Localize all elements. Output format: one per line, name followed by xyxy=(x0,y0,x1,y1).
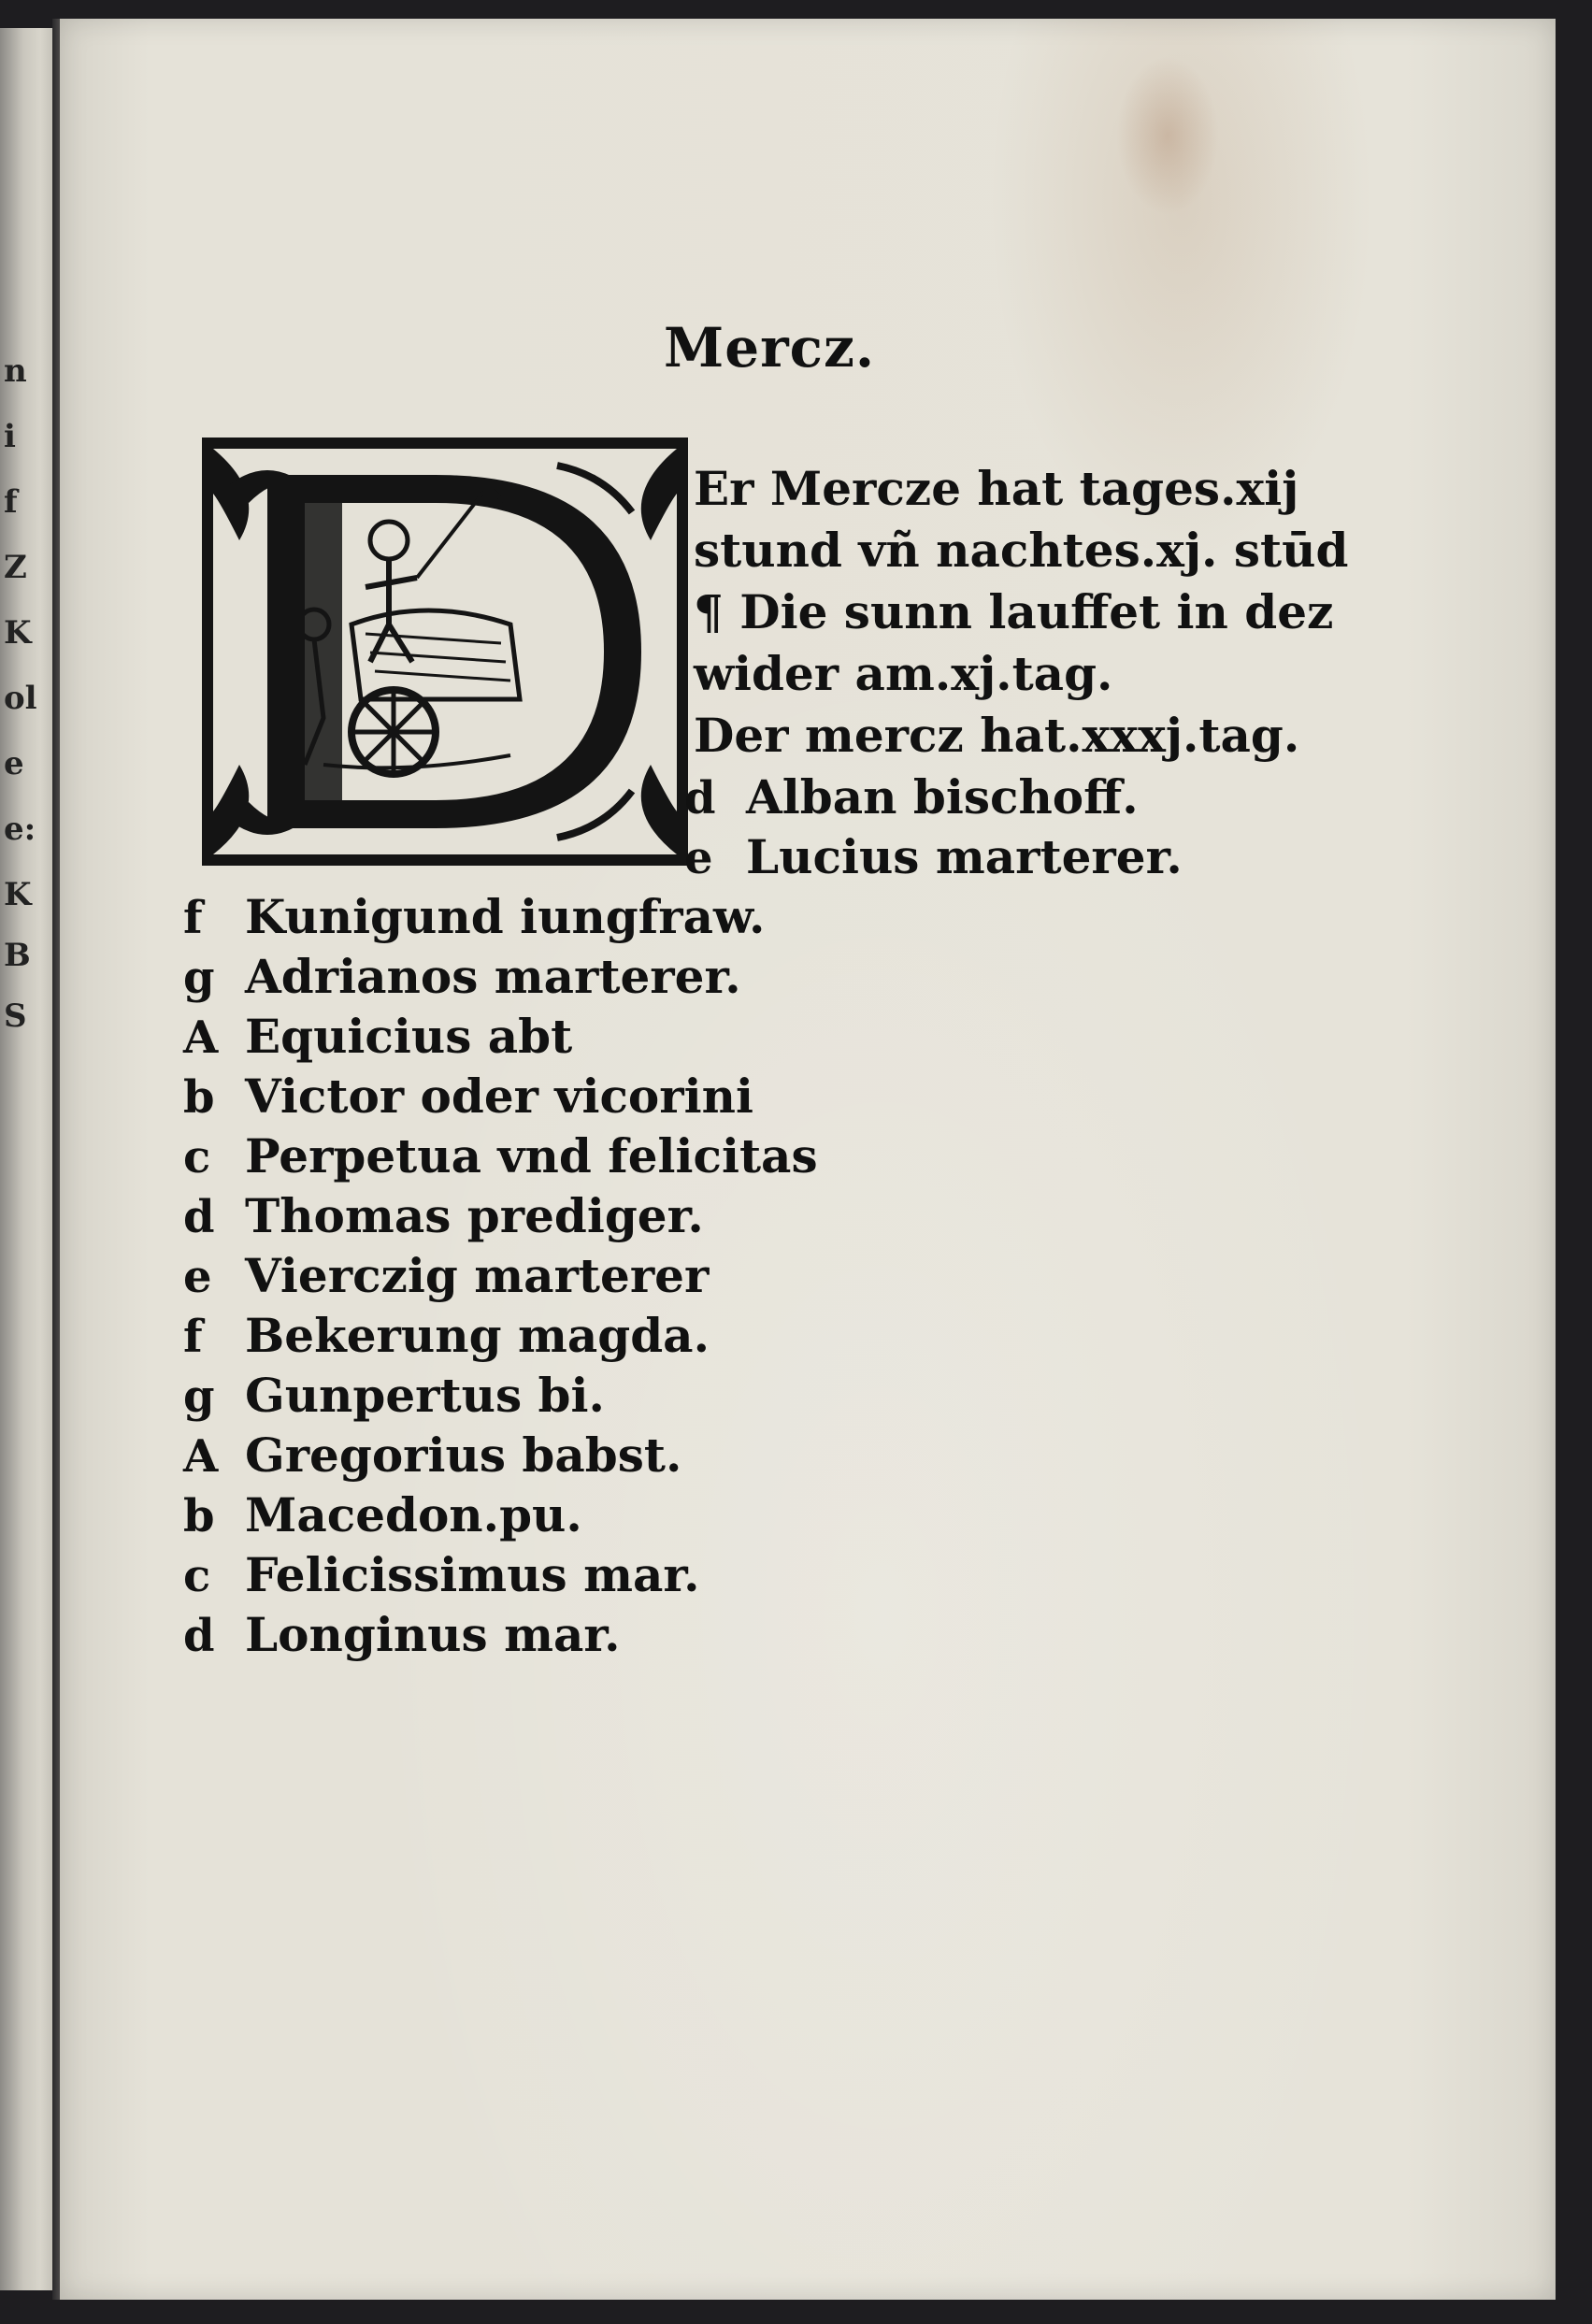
left-leaf-fragment: i xyxy=(4,418,16,455)
dominical-letter: e xyxy=(183,1251,212,1303)
left-leaf-fragment: n xyxy=(4,352,27,390)
woodcut-initial-icon xyxy=(202,438,688,866)
intro-line: wider am.xj.tag. xyxy=(694,646,1113,701)
left-leaf-fragment: Z xyxy=(4,549,27,586)
saint-name: Vierczig marterer xyxy=(245,1248,710,1303)
saint-name: Thomas prediger. xyxy=(245,1188,704,1243)
calendar-entry xyxy=(183,949,741,1011)
calendar-entry xyxy=(183,1009,573,1071)
calendar-entry xyxy=(183,1188,704,1251)
saint-name: Macedon.pu. xyxy=(245,1487,582,1542)
saint-name: Perpetua vnd felicitas xyxy=(245,1128,818,1184)
calendar-entry xyxy=(183,1069,753,1131)
left-leaf-fragment: K xyxy=(4,876,32,913)
dominical-letter: f xyxy=(183,1311,203,1363)
left-leaf-fragment: B xyxy=(4,937,31,974)
dominical-letter: b xyxy=(183,1490,215,1542)
left-leaf-fragment: S xyxy=(4,997,27,1035)
calendar-entry xyxy=(684,829,1183,892)
saint-name: Felicissimus mar. xyxy=(245,1547,700,1602)
dominical-letter: g xyxy=(183,1370,215,1423)
calendar-entry xyxy=(183,1487,582,1550)
saint-name: Gregorius babst. xyxy=(245,1427,682,1483)
dominical-letter: f xyxy=(183,892,203,944)
saint-name: Gunpertus bi. xyxy=(245,1368,605,1423)
dominical-letter: c xyxy=(183,1550,211,1602)
intro-line: Der mercz hat.xxxj.tag. xyxy=(694,708,1300,763)
calendar-entry xyxy=(183,1427,682,1490)
calendar-entry xyxy=(183,1128,818,1191)
saint-name: Kunigund iungfraw. xyxy=(245,889,766,944)
saint-name: Alban bischoff. xyxy=(746,769,1139,825)
dominical-letter: d xyxy=(684,772,716,825)
saint-name: Equicius abt xyxy=(245,1009,573,1064)
left-leaf-fragment: ol xyxy=(4,680,37,717)
dominical-letter: A xyxy=(183,1430,219,1483)
left-leaf-fragment: e: xyxy=(4,811,36,848)
page-heading: Mercz. xyxy=(664,316,876,380)
intro-line: Er Mercze hat tages.xij xyxy=(694,461,1299,516)
dominical-letter: c xyxy=(183,1131,211,1184)
intro-line: ¶ Die sunn lauffet in dez xyxy=(694,584,1334,639)
decorated-initial xyxy=(202,438,688,866)
dominical-letter: d xyxy=(183,1191,215,1243)
previous-page-edge xyxy=(0,28,58,2290)
calendar-entry xyxy=(183,889,766,952)
calendar-entry xyxy=(684,769,1139,832)
dominical-letter: e xyxy=(684,832,713,884)
dominical-letter: b xyxy=(183,1071,215,1124)
dominical-letter: A xyxy=(183,1011,219,1064)
dominical-letter: g xyxy=(183,952,215,1004)
calendar-entry xyxy=(183,1308,710,1370)
saint-name: Victor oder vicorini xyxy=(245,1069,753,1124)
saint-name: Adrianos marterer. xyxy=(245,949,741,1004)
left-leaf-fragment: K xyxy=(4,614,32,652)
calendar-entry xyxy=(183,1607,621,1670)
saint-name: Bekerung magda. xyxy=(245,1308,710,1363)
intro-line: stund vñ nachtes.xj. stūd xyxy=(694,523,1349,578)
calendar-entry xyxy=(183,1248,710,1311)
paper-stain xyxy=(1116,56,1219,215)
saint-name: Longinus mar. xyxy=(245,1607,621,1662)
calendar-entry xyxy=(183,1368,605,1430)
left-leaf-fragment: e xyxy=(4,745,24,782)
left-leaf-fragment: f xyxy=(4,483,18,521)
dominical-letter: d xyxy=(183,1610,215,1662)
calendar-entry xyxy=(183,1547,700,1610)
saint-name: Lucius marterer. xyxy=(746,829,1183,884)
